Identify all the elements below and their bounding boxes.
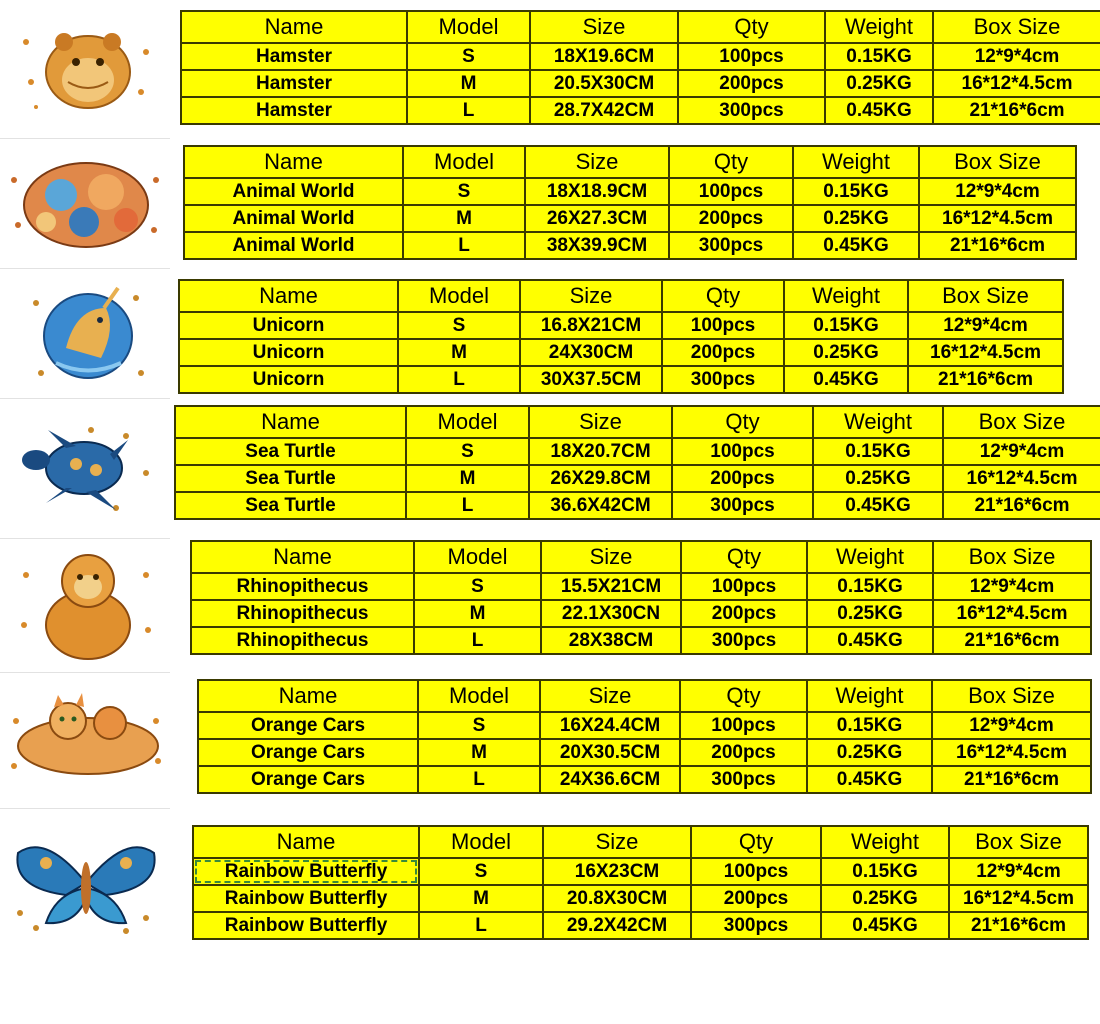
- cell-qty[interactable]: 300pcs: [672, 492, 813, 519]
- cell-weight[interactable]: 0.45KG: [825, 97, 933, 124]
- header-model: Model: [414, 541, 541, 573]
- cell-size[interactable]: 28.7X42CM: [530, 97, 678, 124]
- cell-size[interactable]: 26X27.3CM: [525, 205, 669, 232]
- header-box-size: Box Size: [933, 11, 1100, 43]
- cell-size[interactable]: 30X37.5CM: [520, 366, 662, 393]
- table-row: [184, 205, 1076, 232]
- cell-size[interactable]: 20.8X30CM: [543, 885, 691, 912]
- cell-model[interactable]: L: [398, 366, 520, 393]
- header-box-size: Box Size: [932, 680, 1091, 712]
- cell-name[interactable]: Rainbow Butterfly: [193, 885, 419, 912]
- header-weight: Weight: [784, 280, 908, 312]
- cell-model[interactable]: S: [403, 178, 525, 205]
- product-block-orange-cars: [0, 676, 1100, 806]
- cell-name[interactable]: Sea Turtle: [175, 492, 406, 519]
- header-model: Model: [406, 406, 529, 438]
- cell-name[interactable]: Sea Turtle: [175, 438, 406, 465]
- table-row: [181, 97, 1100, 124]
- orange-cats-puzzle-icon: [6, 681, 166, 781]
- table-row: [181, 70, 1100, 97]
- cell-size[interactable]: 29.2X42CM: [543, 912, 691, 939]
- header-box-size: Box Size: [919, 146, 1076, 178]
- table-row: [175, 438, 1100, 465]
- header-name: Name: [193, 826, 419, 858]
- cell-box-size[interactable]: 12*9*4cm: [933, 43, 1100, 70]
- cell-qty[interactable]: 200pcs: [680, 739, 807, 766]
- cell-size[interactable]: 18X19.6CM: [530, 43, 678, 70]
- cell-size[interactable]: 16X24.4CM: [540, 712, 680, 739]
- cell-qty[interactable]: 300pcs: [678, 97, 825, 124]
- cell-weight[interactable]: 0.15KG: [807, 573, 933, 600]
- cell-weight[interactable]: 0.45KG: [793, 232, 919, 259]
- header-qty: Qty: [681, 541, 807, 573]
- header-qty: Qty: [669, 146, 793, 178]
- cell-box-size[interactable]: 12*9*4cm: [908, 312, 1063, 339]
- table-row: [191, 600, 1091, 627]
- cell-weight[interactable]: 0.25KG: [793, 205, 919, 232]
- header-weight: Weight: [807, 541, 933, 573]
- cell-name[interactable]: Orange Cars: [198, 739, 418, 766]
- spec-table-sea-turtle: [174, 405, 1100, 520]
- header-name: Name: [175, 406, 406, 438]
- cell-model[interactable]: L: [407, 97, 530, 124]
- cell-qty[interactable]: 200pcs: [678, 70, 825, 97]
- cell-qty[interactable]: 100pcs: [669, 178, 793, 205]
- header-box-size: Box Size: [943, 406, 1100, 438]
- cell-model[interactable]: M: [403, 205, 525, 232]
- cell-box-size[interactable]: 12*9*4cm: [943, 438, 1100, 465]
- table-row: [175, 465, 1100, 492]
- cell-name[interactable]: Rhinopithecus: [191, 627, 414, 654]
- header-qty: Qty: [691, 826, 821, 858]
- header-name: Name: [198, 680, 418, 712]
- spec-table-rhinopithecus: [190, 540, 1092, 655]
- cell-qty[interactable]: 100pcs: [681, 573, 807, 600]
- cell-model[interactable]: M: [418, 739, 540, 766]
- cell-name[interactable]: Hamster: [181, 70, 407, 97]
- cell-box-size[interactable]: 12*9*4cm: [919, 178, 1076, 205]
- header-size: Size: [540, 680, 680, 712]
- header-box-size: Box Size: [908, 280, 1063, 312]
- table-row: [198, 712, 1091, 739]
- cell-weight[interactable]: 0.45KG: [821, 912, 949, 939]
- cell-name[interactable]: Unicorn: [179, 366, 398, 393]
- table-row: [193, 858, 1088, 885]
- header-box-size: Box Size: [949, 826, 1088, 858]
- cell-model[interactable]: L: [418, 766, 540, 793]
- cell-name[interactable]: Sea Turtle: [175, 465, 406, 492]
- cell-model[interactable]: S: [419, 858, 543, 885]
- cell-qty[interactable]: 200pcs: [669, 205, 793, 232]
- cell-name-selected[interactable]: Rainbow Butterfly: [193, 858, 419, 885]
- cell-size[interactable]: 24X30CM: [520, 339, 662, 366]
- cell-model[interactable]: S: [406, 438, 529, 465]
- divider: [0, 808, 170, 809]
- table-row: [179, 366, 1063, 393]
- cell-model[interactable]: L: [419, 912, 543, 939]
- table-row: [191, 627, 1091, 654]
- cell-box-size[interactable]: 12*9*4cm: [932, 712, 1091, 739]
- cell-model[interactable]: S: [414, 573, 541, 600]
- cell-qty[interactable]: 300pcs: [681, 627, 807, 654]
- header-size: Size: [541, 541, 681, 573]
- cell-weight[interactable]: 0.25KG: [807, 739, 932, 766]
- product-block-hamster: [0, 0, 1100, 135]
- cell-box-size[interactable]: 21*16*6cm: [919, 232, 1076, 259]
- product-block-sea-turtle: [0, 400, 1100, 535]
- divider: [0, 398, 170, 399]
- header-size: Size: [520, 280, 662, 312]
- cell-size[interactable]: 18X20.7CM: [529, 438, 672, 465]
- product-block-rainbow-butterfly: [0, 815, 1100, 955]
- cell-name[interactable]: Orange Cars: [198, 712, 418, 739]
- cell-box-size[interactable]: 21*16*6cm: [933, 627, 1091, 654]
- header-model: Model: [403, 146, 525, 178]
- cell-qty[interactable]: 300pcs: [691, 912, 821, 939]
- table-row: [179, 312, 1063, 339]
- cell-qty[interactable]: 100pcs: [672, 438, 813, 465]
- cell-name[interactable]: Rhinopithecus: [191, 600, 414, 627]
- cell-model[interactable]: M: [398, 339, 520, 366]
- cell-name[interactable]: Hamster: [181, 97, 407, 124]
- cell-size[interactable]: 26X29.8CM: [529, 465, 672, 492]
- header-model: Model: [398, 280, 520, 312]
- cell-box-size[interactable]: 16*12*4.5cm: [933, 70, 1100, 97]
- header-qty: Qty: [662, 280, 784, 312]
- header-name: Name: [184, 146, 403, 178]
- spec-table-unicorn: [178, 279, 1064, 394]
- cell-size[interactable]: 16.8X21CM: [520, 312, 662, 339]
- table-row: [198, 766, 1091, 793]
- animal-world-puzzle-icon: [6, 150, 166, 255]
- cell-box-size[interactable]: 16*12*4.5cm: [908, 339, 1063, 366]
- cell-box-size[interactable]: 21*16*6cm: [943, 492, 1100, 519]
- header-qty: Qty: [680, 680, 807, 712]
- cell-box-size[interactable]: 21*16*6cm: [932, 766, 1091, 793]
- cell-weight[interactable]: 0.15KG: [793, 178, 919, 205]
- cell-size[interactable]: 18X18.9CM: [525, 178, 669, 205]
- divider: [0, 672, 170, 673]
- cell-model[interactable]: L: [406, 492, 529, 519]
- cell-model[interactable]: S: [398, 312, 520, 339]
- cell-size[interactable]: 38X39.9CM: [525, 232, 669, 259]
- cell-weight[interactable]: 0.25KG: [825, 70, 933, 97]
- cell-name[interactable]: Unicorn: [179, 312, 398, 339]
- divider: [0, 538, 170, 539]
- cell-weight[interactable]: 0.25KG: [807, 600, 933, 627]
- cell-box-size[interactable]: 16*12*4.5cm: [933, 600, 1091, 627]
- cell-name[interactable]: Animal World: [184, 178, 403, 205]
- product-block-rhinopithecus: [0, 540, 1100, 670]
- header-box-size: Box Size: [933, 541, 1091, 573]
- cell-weight[interactable]: 0.45KG: [813, 492, 943, 519]
- header-name: Name: [191, 541, 414, 573]
- cell-qty[interactable]: 100pcs: [691, 858, 821, 885]
- cell-qty[interactable]: 300pcs: [662, 366, 784, 393]
- cell-size[interactable]: 15.5X21CM: [541, 573, 681, 600]
- cell-weight[interactable]: 0.25KG: [784, 339, 908, 366]
- cell-weight[interactable]: 0.45KG: [807, 627, 933, 654]
- cell-name[interactable]: Hamster: [181, 43, 407, 70]
- rhinopithecus-puzzle-icon: [6, 545, 166, 665]
- table-row: [181, 43, 1100, 70]
- cell-box-size[interactable]: 16*12*4.5cm: [949, 885, 1088, 912]
- cell-qty[interactable]: 100pcs: [678, 43, 825, 70]
- table-row: [193, 885, 1088, 912]
- cell-qty[interactable]: 100pcs: [680, 712, 807, 739]
- table-row: [184, 178, 1076, 205]
- divider: [0, 268, 170, 269]
- cell-qty[interactable]: 200pcs: [672, 465, 813, 492]
- cell-weight[interactable]: 0.25KG: [813, 465, 943, 492]
- cell-model[interactable]: M: [414, 600, 541, 627]
- spec-table-orange-cars: [197, 679, 1092, 794]
- header-name: Name: [179, 280, 398, 312]
- cell-size[interactable]: 22.1X30CN: [541, 600, 681, 627]
- cell-weight[interactable]: 0.15KG: [825, 43, 933, 70]
- product-block-unicorn: [0, 270, 1100, 395]
- header-weight: Weight: [821, 826, 949, 858]
- cell-model[interactable]: M: [407, 70, 530, 97]
- cell-size[interactable]: 28X38CM: [541, 627, 681, 654]
- header-size: Size: [530, 11, 678, 43]
- table-row: [193, 912, 1088, 939]
- header-weight: Weight: [807, 680, 932, 712]
- header-size: Size: [543, 826, 691, 858]
- product-block-animal-world: [0, 140, 1100, 265]
- header-weight: Weight: [813, 406, 943, 438]
- cell-qty[interactable]: 100pcs: [662, 312, 784, 339]
- cell-weight[interactable]: 0.15KG: [813, 438, 943, 465]
- cell-weight[interactable]: 0.15KG: [784, 312, 908, 339]
- cell-name[interactable]: Rainbow Butterfly: [193, 912, 419, 939]
- cell-model[interactable]: M: [406, 465, 529, 492]
- cell-qty[interactable]: 300pcs: [680, 766, 807, 793]
- unicorn-puzzle-icon: [6, 278, 166, 388]
- table-row: [175, 492, 1100, 519]
- cell-size[interactable]: 20.5X30CM: [530, 70, 678, 97]
- cell-box-size[interactable]: 21*16*6cm: [933, 97, 1100, 124]
- cell-box-size[interactable]: 16*12*4.5cm: [919, 205, 1076, 232]
- cell-box-size[interactable]: 16*12*4.5cm: [943, 465, 1100, 492]
- header-size: Size: [525, 146, 669, 178]
- cell-qty[interactable]: 200pcs: [662, 339, 784, 366]
- divider: [0, 138, 170, 139]
- header-qty: Qty: [672, 406, 813, 438]
- spec-table-hamster: [180, 10, 1100, 125]
- header-weight: Weight: [793, 146, 919, 178]
- cell-box-size[interactable]: 21*16*6cm: [908, 366, 1063, 393]
- table-row: [198, 739, 1091, 766]
- spec-table-animal-world: [183, 145, 1077, 260]
- header-model: Model: [419, 826, 543, 858]
- header-qty: Qty: [678, 11, 825, 43]
- cell-box-size[interactable]: 21*16*6cm: [949, 912, 1088, 939]
- cell-model[interactable]: S: [418, 712, 540, 739]
- rainbow-butterfly-puzzle-icon: [6, 833, 166, 938]
- cell-box-size[interactable]: 16*12*4.5cm: [932, 739, 1091, 766]
- cell-name[interactable]: Rhinopithecus: [191, 573, 414, 600]
- cell-name[interactable]: Animal World: [184, 232, 403, 259]
- cell-weight[interactable]: 0.15KG: [821, 858, 949, 885]
- cell-name[interactable]: Unicorn: [179, 339, 398, 366]
- sea-turtle-puzzle-icon: [6, 418, 166, 518]
- cell-model[interactable]: S: [407, 43, 530, 70]
- cell-weight[interactable]: 0.25KG: [821, 885, 949, 912]
- cell-weight[interactable]: 0.45KG: [784, 366, 908, 393]
- table-row: [184, 232, 1076, 259]
- cell-size[interactable]: 20X30.5CM: [540, 739, 680, 766]
- header-name: Name: [181, 11, 407, 43]
- cell-name[interactable]: Orange Cars: [198, 766, 418, 793]
- spec-table-rainbow-butterfly: [192, 825, 1089, 940]
- header-model: Model: [418, 680, 540, 712]
- table-row: [179, 339, 1063, 366]
- cell-model[interactable]: M: [419, 885, 543, 912]
- table-row: [191, 573, 1091, 600]
- cell-qty[interactable]: 300pcs: [669, 232, 793, 259]
- cell-weight[interactable]: 0.15KG: [807, 712, 932, 739]
- cell-size[interactable]: 24X36.6CM: [540, 766, 680, 793]
- cell-size[interactable]: 16X23CM: [543, 858, 691, 885]
- cell-box-size[interactable]: 12*9*4cm: [949, 858, 1088, 885]
- header-size: Size: [529, 406, 672, 438]
- header-weight: Weight: [825, 11, 933, 43]
- cell-model[interactable]: L: [414, 627, 541, 654]
- cell-qty[interactable]: 200pcs: [681, 600, 807, 627]
- hamster-puzzle-icon: [6, 12, 166, 117]
- cell-box-size[interactable]: 12*9*4cm: [933, 573, 1091, 600]
- cell-weight[interactable]: 0.45KG: [807, 766, 932, 793]
- cell-size[interactable]: 36.6X42CM: [529, 492, 672, 519]
- cell-model[interactable]: L: [403, 232, 525, 259]
- cell-qty[interactable]: 200pcs: [691, 885, 821, 912]
- header-model: Model: [407, 11, 530, 43]
- cell-name[interactable]: Animal World: [184, 205, 403, 232]
